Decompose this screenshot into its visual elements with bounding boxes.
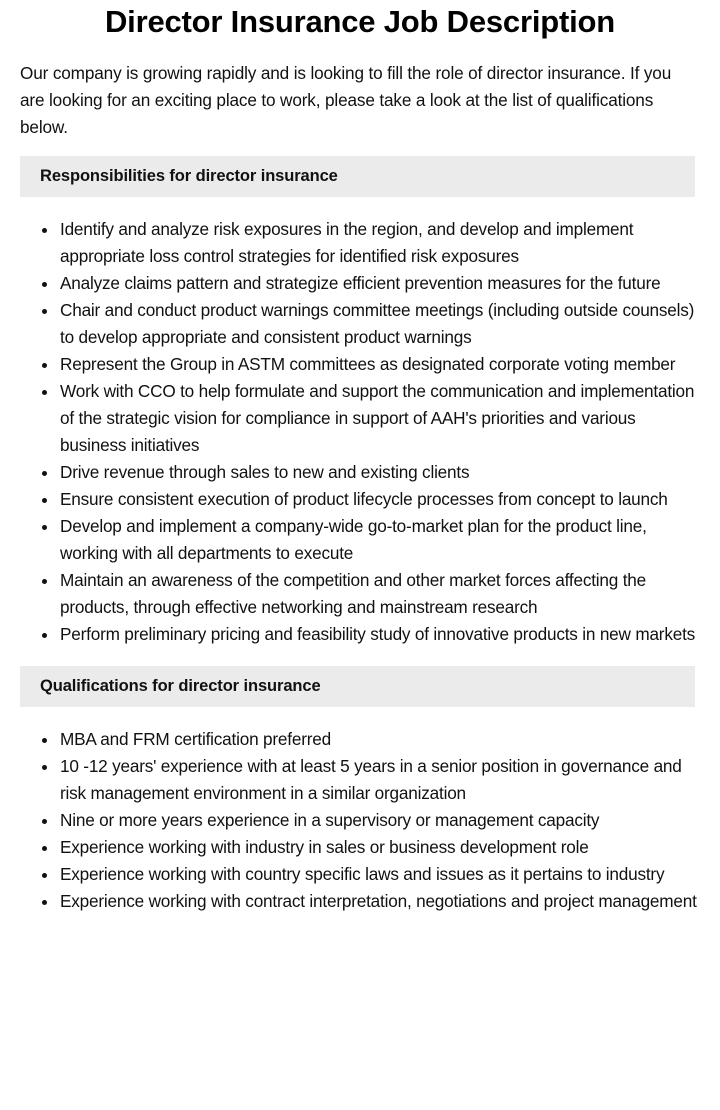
qualifications-list (20, 726, 700, 915)
list-item: 10 -12 years' experience with at least 5 years in a senior position in governance and risk management environment in a similar organization (60, 753, 700, 807)
list-item: Experience working with industry in sales or business development role (60, 834, 700, 861)
responsibilities-list (20, 216, 700, 648)
list-item: Nine or more years experience in a supervisory or management capacity (60, 807, 700, 834)
list-item: Identify and analyze risk exposures in the region, and develop and implement appropriate loss control strategies for identified risk exposures (60, 216, 700, 270)
list-item: Experience working with country specific laws and issues as it pertains to industry (60, 861, 700, 888)
responsibilities-heading: Responsibilities for director insurance (20, 156, 695, 197)
list-item: Work with CCO to help formulate and support the communication and implementation of the strategic vision for compliance in support of AAH's priorities and various business initiatives (60, 378, 700, 459)
list-item: Perform preliminary pricing and feasibility study of innovative products in new markets (60, 621, 700, 648)
list-item: Represent the Group in ASTM committees as designated corporate voting member (60, 351, 700, 378)
page-title: Director Insurance Job Description (105, 4, 615, 39)
list-item: Develop and implement a company-wide go-to-market plan for the product line, working with all departments to execute (60, 513, 700, 567)
list-item: Maintain an awareness of the competition and other market forces affecting the products, through effective networking and mainstream research (60, 567, 700, 621)
list-item: Drive revenue through sales to new and existing clients (60, 459, 700, 486)
list-item: Chair and conduct product warnings committee meetings (including outside counsels) to develop appropriate and consistent product warnings (60, 297, 700, 351)
qualifications-heading: Qualifications for director insurance (20, 666, 695, 707)
list-item: Analyze claims pattern and strategize efficient prevention measures for the future (60, 270, 700, 297)
intro-paragraph: Our company is growing rapidly and is looking to fill the role of director insurance. If you are looking for an exciting place to work, please take a look at the list of qualifications below. (20, 63, 672, 137)
list-item: Ensure consistent execution of product lifecycle processes from concept to launch (60, 486, 700, 513)
list-item: Experience working with contract interpretation, negotiations and project management (60, 888, 700, 915)
list-item: MBA and FRM certification preferred (60, 726, 700, 753)
